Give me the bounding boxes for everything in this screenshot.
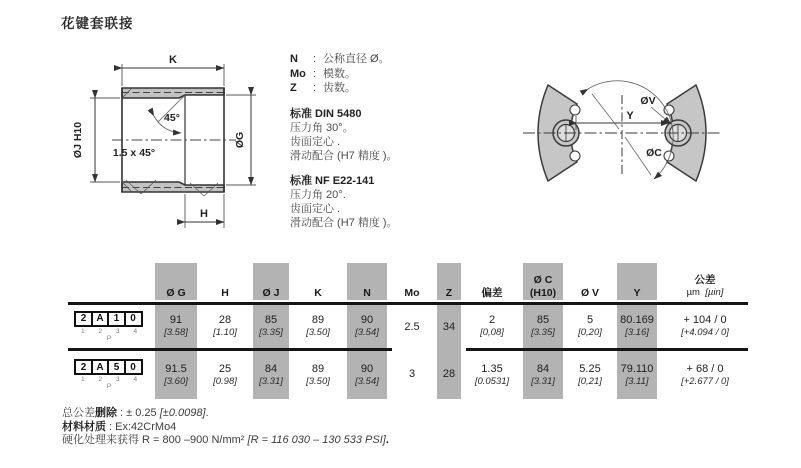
standard-din-line: 齿面定心 .	[290, 135, 341, 148]
page-title: 花键套联接	[61, 16, 134, 31]
dim-oc-label: ØC	[646, 147, 662, 159]
value-inch: [3.50]	[306, 375, 330, 387]
value-inch: [0,20]	[578, 327, 602, 338]
tooth-notch	[664, 151, 674, 161]
spline-cross-section-diagram	[505, 78, 735, 190]
value: 2	[488, 314, 496, 326]
value: 79.110	[620, 362, 654, 375]
code-p-mark: P	[106, 383, 112, 390]
legend-item-mo	[290, 67, 398, 82]
legend-block	[290, 52, 398, 230]
oc-ray	[592, 94, 619, 129]
text-italic: [±0.0098]	[159, 407, 206, 419]
value-inch: [3.31]	[531, 375, 555, 387]
tol-unit-inch: [µin]	[705, 286, 724, 298]
code-p-mark: P	[106, 334, 112, 342]
part-code-cell	[68, 350, 150, 400]
dim-h-label: H	[200, 208, 208, 220]
value-inch: [0,08]	[480, 327, 504, 338]
value: 34	[442, 320, 456, 333]
value: 5.25	[579, 362, 601, 375]
cell-g	[150, 350, 202, 400]
value: 85	[264, 314, 278, 326]
legend-key: N	[290, 53, 298, 65]
cell-mo	[392, 304, 432, 350]
value-inch: [0,21]	[578, 375, 602, 387]
standard-nf-line: 滑动配合 (H7 精度 )。	[290, 216, 398, 229]
cell-n	[342, 304, 392, 350]
legend-text: 齿数。	[323, 82, 356, 94]
tooth-notch	[570, 105, 580, 115]
value: 1.35	[481, 362, 503, 375]
tooth-notch	[664, 105, 674, 115]
code-pos: 3	[115, 327, 120, 335]
col-k-header: K	[294, 263, 342, 304]
value: 2.5	[404, 320, 420, 333]
col-z-header: Z	[432, 263, 466, 304]
code-pos: 1	[80, 376, 85, 383]
table-row	[68, 350, 748, 400]
code-pos: 2	[98, 327, 103, 335]
code-digit: A	[91, 359, 110, 375]
sleeve-section-drawing	[72, 54, 263, 234]
value-inch: [3.16]	[625, 327, 649, 338]
text-bold: 材料材质	[62, 420, 106, 433]
standard-din-line: 压力角 30°。	[290, 121, 354, 134]
code-positions	[74, 328, 144, 335]
cell-h	[202, 304, 248, 350]
col-c-header-line1: Ø C	[533, 274, 553, 286]
text: : ± 0.25	[117, 407, 160, 419]
value-inch: [3.58]	[164, 327, 188, 338]
spec-table	[68, 263, 748, 399]
code-pos: 4	[133, 376, 138, 383]
value-inch: [+4.094 / 0]	[681, 327, 729, 338]
dim-ov-label: ØV	[640, 95, 656, 107]
code-positions	[74, 376, 144, 383]
col-mo-header: Mo	[392, 263, 432, 304]
tol-unit-metric: µm	[686, 286, 700, 298]
legend-text: 模数。	[323, 67, 356, 80]
oc-arc	[588, 81, 673, 179]
value: 28	[442, 367, 456, 380]
value: 91	[169, 314, 183, 326]
standard-nf-title: 标准 NF E22-141	[290, 174, 375, 187]
col-c-header	[518, 263, 568, 304]
col-tol-header	[662, 263, 748, 304]
value: 28	[218, 314, 232, 326]
value: 85	[536, 314, 550, 326]
code-digit: 0	[124, 359, 143, 375]
standard-din-line: 滑动配合 (H7 精度 )。	[290, 149, 398, 162]
value-inch: [0.0531]	[474, 375, 510, 387]
table-header-row	[68, 263, 748, 304]
cell-z	[432, 304, 466, 350]
text: .	[205, 407, 209, 419]
cell-dev	[466, 350, 518, 400]
col-tol-header-line2	[667, 287, 743, 300]
code-pos: 2	[98, 376, 103, 383]
cell-mo	[392, 350, 432, 400]
dim-oj-label: ØJ H10	[72, 121, 84, 159]
value: 3	[408, 367, 416, 380]
col-v-header: Ø V	[568, 263, 612, 304]
col-y-header: Y	[612, 263, 662, 304]
cell-c	[518, 304, 568, 350]
part-code-boxes	[74, 311, 144, 327]
col-g-header: Ø G	[150, 263, 202, 304]
col-c-header-line2: (H10)	[529, 286, 557, 299]
standard-din-title: 标准 DIN 5480	[290, 107, 362, 120]
legend-text: 公称直径 Ø。	[323, 53, 390, 65]
standard-nf-line: 齿面定心 .	[290, 202, 341, 215]
value-inch: [3.31]	[259, 375, 283, 387]
cell-n	[342, 350, 392, 400]
value: + 68 / 0	[686, 362, 724, 375]
code-pos: 3	[115, 376, 120, 383]
col-j-header: Ø J	[248, 263, 294, 304]
value-inch: [3.54]	[355, 375, 379, 387]
value: 80.169	[620, 314, 654, 326]
code-digit: A	[91, 311, 110, 327]
code-digit: 0	[124, 311, 143, 327]
value: 84	[264, 362, 278, 375]
dim-og-label: ØG	[234, 131, 246, 149]
value: 90	[360, 362, 374, 375]
value: 89	[311, 314, 325, 326]
cell-tol	[662, 304, 748, 350]
text-italic: [R = 116 030 – 130 533 PSI]	[247, 434, 386, 446]
tooth-notch	[570, 151, 580, 161]
value: 89	[311, 362, 325, 375]
code-digit: 2	[74, 311, 93, 327]
part-code	[74, 311, 144, 342]
standard-nf-line: 压力角 20°.	[290, 188, 346, 201]
value: 90	[360, 314, 374, 326]
value-inch: [3.35]	[531, 327, 555, 338]
legend-colon: :	[313, 67, 317, 80]
part-code-cell	[68, 304, 150, 350]
part-code-boxes	[74, 359, 144, 375]
cell-k	[294, 304, 342, 350]
value-inch: [3.54]	[355, 327, 379, 338]
cell-k	[294, 350, 342, 400]
legend-key: Z	[290, 82, 297, 94]
cell-y	[612, 350, 662, 400]
code-pos: 4	[133, 327, 138, 335]
cell-c	[518, 350, 568, 400]
col-n-header: N	[342, 263, 392, 304]
value-inch: [0.98]	[213, 375, 237, 387]
value-inch: [3.60]	[164, 375, 188, 387]
cell-v	[568, 350, 612, 400]
cell-z	[432, 350, 466, 400]
text-bold: 删除	[95, 407, 117, 419]
table-row	[68, 304, 748, 350]
cell-j	[248, 350, 294, 400]
col-h-header: H	[202, 263, 248, 304]
text: 总公差	[62, 407, 95, 419]
chamfer-label: 1.5 x 45°	[112, 147, 156, 159]
value: 91.5	[165, 362, 187, 375]
dim-y-label: Y	[626, 110, 634, 122]
part-code	[74, 359, 144, 390]
col-tol-header-line1: 公差	[694, 274, 716, 286]
cell-dev	[466, 304, 518, 350]
value-inch: [+2.677 / 0]	[681, 375, 729, 387]
value: 25	[218, 362, 232, 375]
col-dev-header: 偏差	[466, 263, 518, 304]
cell-y	[612, 304, 662, 350]
text-bold: .	[385, 434, 389, 446]
footer-line-tolerance	[62, 407, 389, 421]
footer-line-material	[62, 421, 389, 435]
legend-key: Mo	[290, 67, 306, 80]
value: + 104 / 0	[683, 314, 727, 326]
legend-item-z	[290, 81, 398, 96]
code-pos: 1	[80, 327, 85, 335]
cell-j	[248, 304, 294, 350]
text: : Ex:42CrMo4	[106, 420, 177, 433]
value-inch: [3.35]	[259, 327, 283, 338]
dim-k-label: K	[169, 54, 177, 66]
value: 84	[536, 362, 550, 375]
code-digit: 1	[107, 311, 126, 327]
code-digit: 5	[107, 359, 126, 375]
cell-tol	[662, 350, 748, 400]
value: 5	[586, 314, 594, 326]
text: 硬化处理来获得 R = 800 –900 N/mm²	[62, 434, 248, 446]
cell-v	[568, 304, 612, 350]
footer-line-hardening	[62, 434, 389, 448]
cell-g	[150, 304, 202, 350]
legend-item-n	[290, 52, 398, 67]
angle-label: 45°	[164, 112, 180, 124]
value-inch: [1.10]	[213, 327, 237, 338]
legend-colon: :	[313, 82, 317, 94]
col-code-header	[68, 263, 150, 304]
value-inch: [3.11]	[625, 375, 649, 387]
value-inch: [3.50]	[306, 327, 330, 338]
legend-colon: :	[313, 53, 317, 65]
footer-notes	[62, 407, 389, 448]
code-digit: 2	[74, 359, 93, 375]
cell-h	[202, 350, 248, 400]
